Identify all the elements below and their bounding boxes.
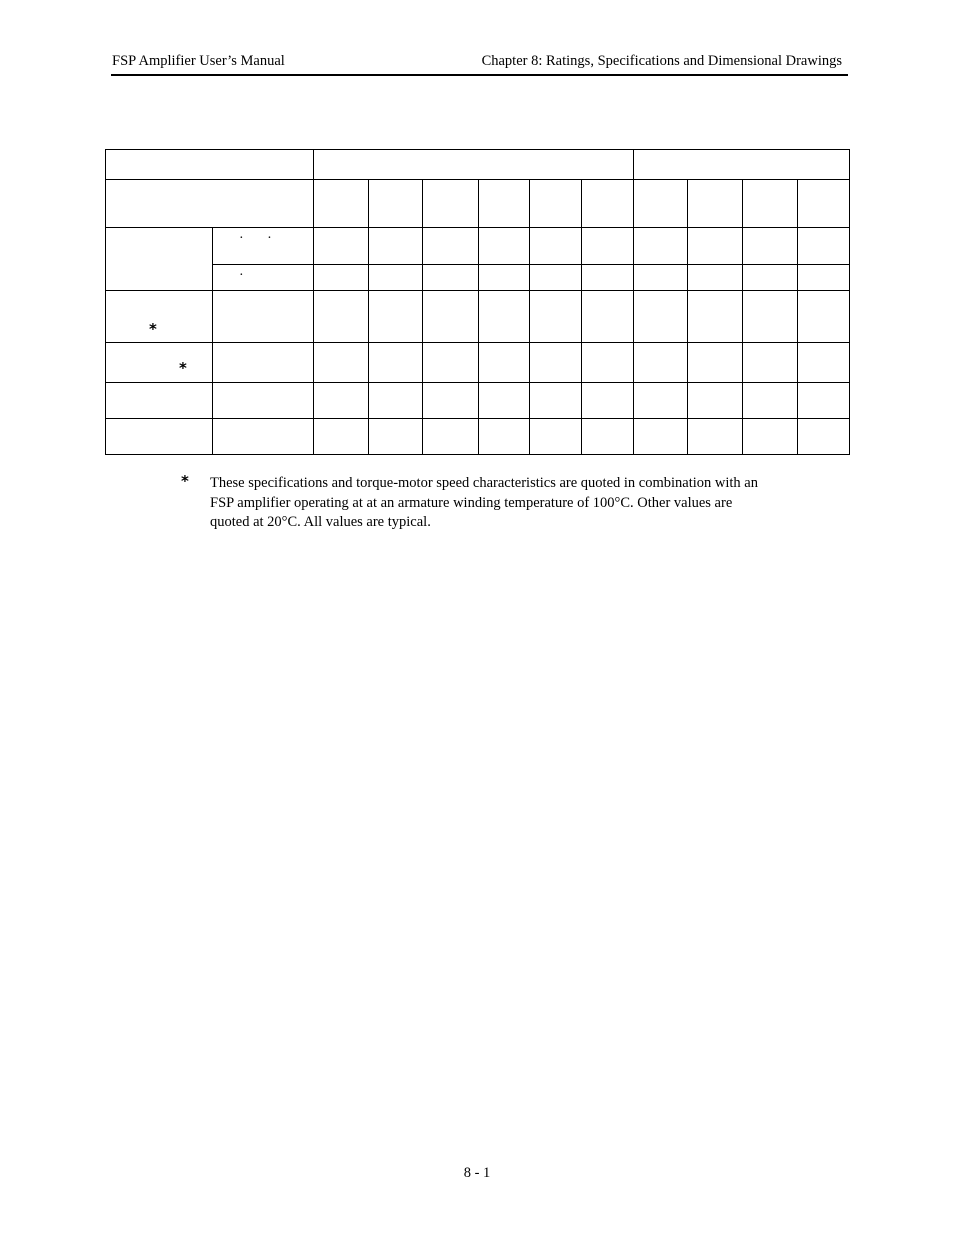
table-cell	[634, 150, 850, 180]
table-cell	[423, 419, 479, 455]
table-cell	[688, 228, 743, 265]
table-cell	[634, 343, 688, 383]
table-cell	[106, 180, 314, 228]
table-cell	[423, 343, 479, 383]
table-cell	[634, 291, 688, 343]
table-cell	[530, 343, 582, 383]
table-cell	[423, 291, 479, 343]
table-cell	[106, 383, 213, 419]
table-cell	[634, 419, 688, 455]
table-cell	[314, 150, 634, 180]
table-cell	[634, 228, 688, 265]
table-cell	[530, 228, 582, 265]
table-cell	[688, 383, 743, 419]
table-cell	[743, 383, 798, 419]
table-cell	[213, 419, 314, 455]
table-cell	[213, 228, 314, 265]
table-cell	[743, 228, 798, 265]
table-cell	[479, 291, 530, 343]
table-row	[106, 383, 850, 419]
table-cell	[582, 228, 634, 265]
table-cell	[369, 180, 423, 228]
table-cell	[582, 419, 634, 455]
table-cell	[530, 180, 582, 228]
table-cell	[479, 419, 530, 455]
table-cell	[369, 265, 423, 291]
specifications-table	[105, 149, 850, 455]
table-cell	[634, 383, 688, 419]
chapter-title: Chapter 8: Ratings, Specifications and Dimensional Drawings	[481, 53, 842, 69]
table-cell	[798, 383, 850, 419]
table-cell	[530, 265, 582, 291]
table-cell	[798, 419, 850, 455]
table-cell	[369, 383, 423, 419]
table-cell	[106, 228, 213, 291]
table-cell	[213, 265, 314, 291]
table-row	[106, 419, 850, 455]
table-cell	[688, 419, 743, 455]
table-cell	[798, 265, 850, 291]
table-cell	[369, 228, 423, 265]
table-cell	[213, 343, 314, 383]
table-cell	[688, 265, 743, 291]
footnote-line: These specifications and torque-motor speed characteristics are quoted in combination with an	[210, 475, 758, 491]
table-cell	[582, 291, 634, 343]
footnote-line: quoted at 20°C. All values are typical.	[210, 514, 431, 530]
table-cell	[479, 180, 530, 228]
table-cell	[743, 291, 798, 343]
table-cell	[743, 343, 798, 383]
table-row	[106, 228, 850, 265]
table-cell	[582, 343, 634, 383]
row-marker-dot: ·	[239, 268, 254, 283]
table-cell	[369, 419, 423, 455]
table-cell	[743, 419, 798, 455]
table-cell	[479, 343, 530, 383]
table-cell	[530, 383, 582, 419]
footnote-text	[210, 474, 820, 533]
table-cell	[213, 291, 314, 343]
table-cell	[423, 228, 479, 265]
table-cell	[530, 291, 582, 343]
table-cell	[582, 180, 634, 228]
table-cell	[688, 291, 743, 343]
table-cell	[314, 180, 369, 228]
table-cell	[423, 383, 479, 419]
table-cell	[743, 180, 798, 228]
table-cell	[530, 419, 582, 455]
table-header-row	[106, 150, 850, 180]
table-row	[106, 265, 850, 291]
table-cell	[106, 150, 314, 180]
footnote-reference-star: *	[149, 320, 157, 338]
table-cell	[479, 265, 530, 291]
footnote-reference-star: *	[179, 359, 187, 377]
table-row	[106, 343, 850, 383]
header-divider	[111, 74, 848, 76]
table-cell	[479, 228, 530, 265]
table-cell	[688, 180, 743, 228]
table-cell	[479, 383, 530, 419]
table-cell	[213, 383, 314, 419]
table-cell	[798, 343, 850, 383]
table-cell	[314, 228, 369, 265]
table-cell	[369, 291, 423, 343]
table-cell	[582, 265, 634, 291]
footnote-marker: *	[181, 472, 189, 490]
table-cell	[314, 419, 369, 455]
table-cell	[106, 419, 213, 455]
row-marker-dots: · ·	[239, 231, 282, 246]
table-cell	[314, 343, 369, 383]
table-cell	[688, 343, 743, 383]
page-number: 8 - 1	[463, 1165, 491, 1181]
table-cell	[634, 265, 688, 291]
table-cell	[798, 228, 850, 265]
manual-title: FSP Amplifier User’s Manual	[112, 53, 285, 69]
table-cell	[423, 265, 479, 291]
table-cell	[743, 265, 798, 291]
table-cell	[582, 383, 634, 419]
table-row	[106, 291, 850, 343]
table-cell	[634, 180, 688, 228]
table-cell	[106, 291, 213, 343]
table-cell	[798, 291, 850, 343]
table-cell	[423, 180, 479, 228]
table-cell	[106, 343, 213, 383]
table-cell	[314, 265, 369, 291]
table-subheader-row	[106, 180, 850, 228]
table-cell	[798, 180, 850, 228]
footnote-line: FSP amplifier operating at at an armature winding temperature of 100°C. Other values are	[210, 494, 733, 511]
table-cell	[314, 383, 369, 419]
table-cell	[369, 343, 423, 383]
table-cell	[314, 291, 369, 343]
